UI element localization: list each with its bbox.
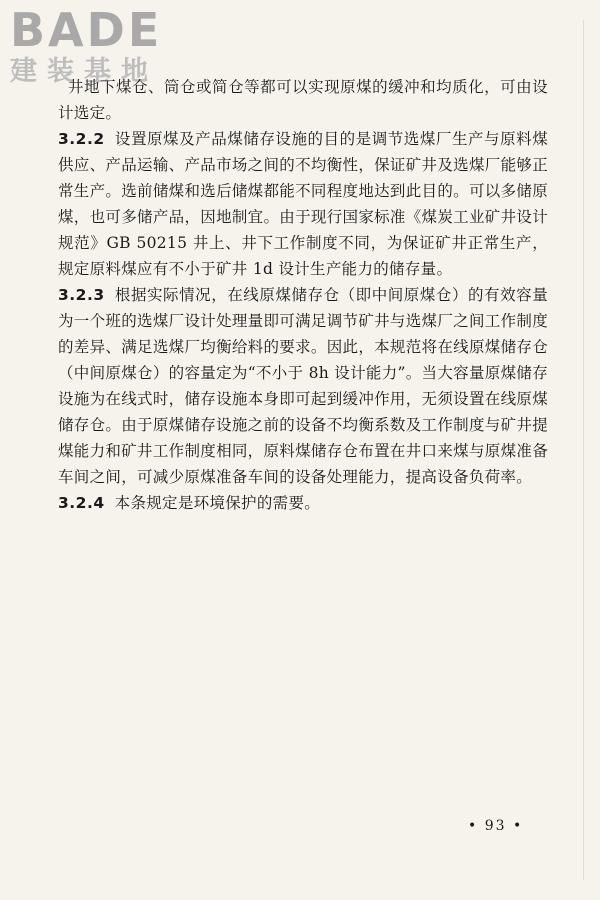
page-number: • 93 • — [468, 818, 524, 834]
paragraph-text: 根据实际情况，在线原煤储存仓（即中间原煤仓）的有效容量为一个班的选煤厂设计处理量即可满足调节矿井与选煤厂之间工作制度的差异、满足选煤厂均衡给料的要求。因此，本规范将在线原煤储存仓（中间原煤仓）的容量定为“不小于 8h 设计能力”。当大容量原煤储存设施为在线式时，储存设施本身即可起到缓冲作用，无须设置在线原煤储存仓。由于原煤储存设施之前的设备不均衡系数及工作制度与矿井提煤能力和矿井工作制度相同，原料煤储存仓布置在井口来煤与原煤准备车间之间，可减少原煤准备车间的设备处理能力，提高设备负荷率。 — [58, 286, 548, 486]
paragraph-continuation — [58, 74, 548, 126]
paragraph-3-2-4 — [58, 490, 548, 516]
paragraph-text: 井地下煤仓、筒仓或简仓等都可以实现原煤的缓冲和均质化，可由设计选定。 — [58, 78, 548, 122]
clause-number: 3.2.2 — [58, 130, 105, 148]
logo-wordmark: BADE — [10, 3, 163, 57]
document-body — [58, 74, 548, 516]
paragraph-3-2-2 — [58, 126, 548, 282]
page-edge-divider — [583, 20, 584, 880]
logo-chinese-text: 建装基地 — [10, 56, 158, 87]
paragraph-text: 本条规定是环境保护的需要。 — [114, 494, 321, 512]
clause-number: 3.2.3 — [58, 286, 105, 304]
paragraph-3-2-3 — [58, 282, 548, 490]
paragraph-text: 设置原煤及产品煤储存设施的目的是调节选煤厂生产与原料煤供应、产品运输、产品市场之间的不均衡性，保证矿井及选煤厂能够正常生产。选前储煤和选后储煤都能不同程度地达到此目的。可以多储原煤，也可多储产品，因地制宜。由于现行国家标准《煤炭工业矿井设计规范》GB 50215 井上、井下工作制度不同，为保证矿井正常生产，规定原料煤应有不小于矿井 1d 设计生产能力的储存量。 — [58, 130, 548, 278]
clause-number: 3.2.4 — [58, 494, 105, 512]
